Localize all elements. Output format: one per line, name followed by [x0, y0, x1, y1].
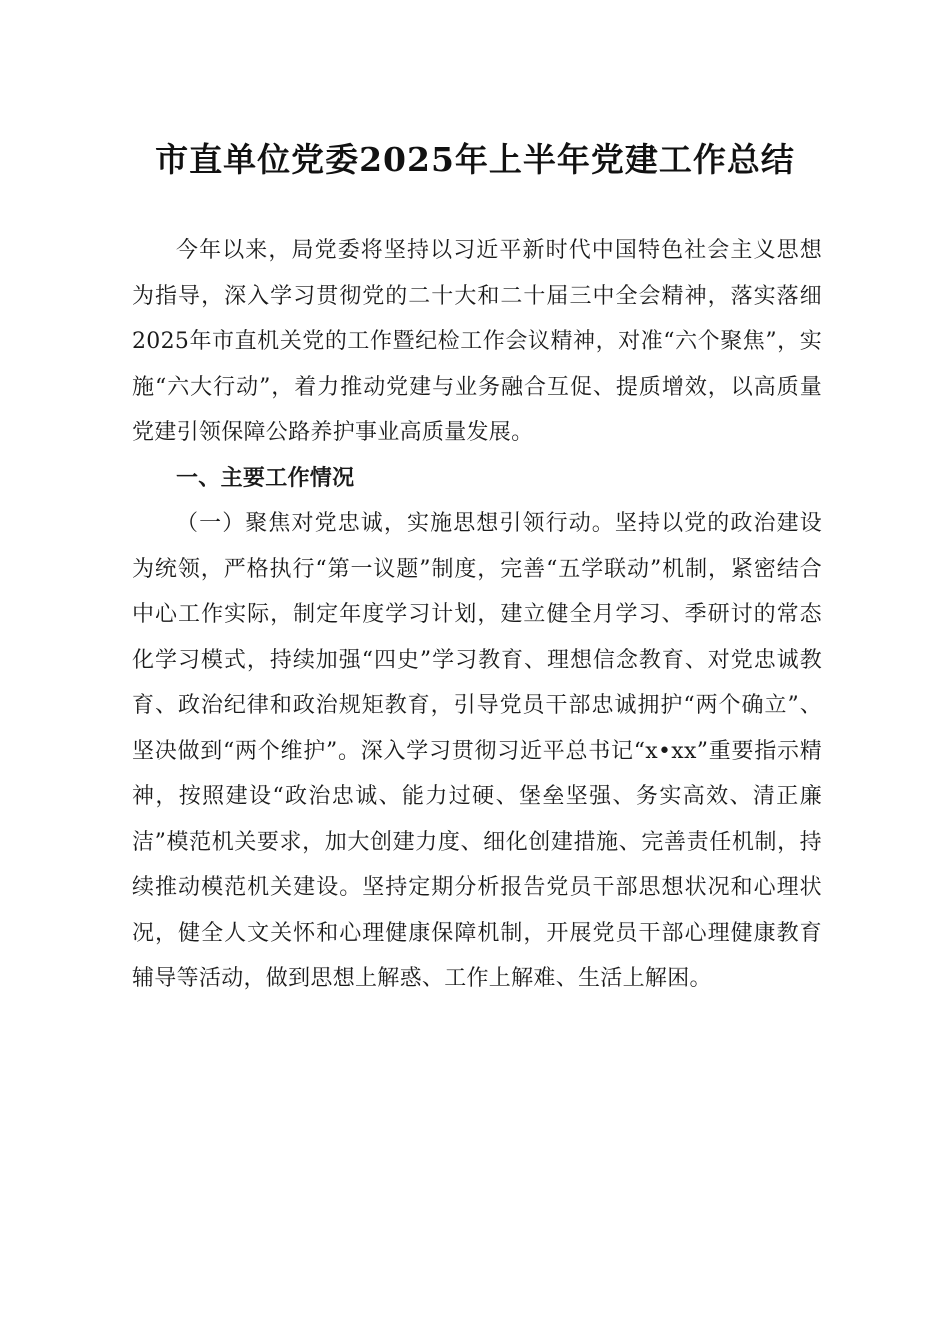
section-heading-main-work: 一、主要工作情况 — [176, 465, 355, 491]
document-body — [132, 228, 822, 1002]
subsection-paragraph-loyalty — [132, 501, 822, 1002]
intro-paragraph: 今年以来，局党委将坚持以习近平新时代中国特色社会主义思想为指导，深入学习贯彻党的二十大和二十届三中全会精神，落实落细2025年市直机关党的工作暨纪检工作会议精神，对准“六个聚焦”，实施“六大行动”，着力推动党建与业务融合互促、提质增效，以高质量党建引领保障公路养护事业高质量发展。 — [132, 238, 822, 445]
subsection-heading-loyalty: （一）聚焦对党忠诚，实施思想引领行动。 — [176, 511, 615, 536]
subsection-body-loyalty: 坚持以党的政治建设为统领，严格执行“第一议题”制度，完善“五学联动”机制，紧密结合中心工作实际，制定年度学习计划，建立健全月学习、季研讨的常态化学习模式，持续加强“四史”学习教育、理想信念教育、对党忠诚教育、政治纪律和政治规矩教育，引导党员干部忠诚拥护“两个确立”、坚决做到“两个维护”。深入学习贯彻习近平总书记“x•xx”重要指示精神，按照建设“政治忠诚、能力过硬、堡垒坚强、务实高效、清正廉洁”模范机关要求，加大创建力度、细化创建措施、完善责任机制，持续推动模范机关建设。坚持定期分析报告党员干部思想状况和心理状况，健全人文关怀和心理健康保障机制，开展党员干部心理健康教育辅导等活动，做到思想上解惑、工作上解难、生活上解困。 — [132, 511, 823, 991]
document-title: 市直单位党委2025年上半年党建工作总结 — [155, 140, 795, 179]
